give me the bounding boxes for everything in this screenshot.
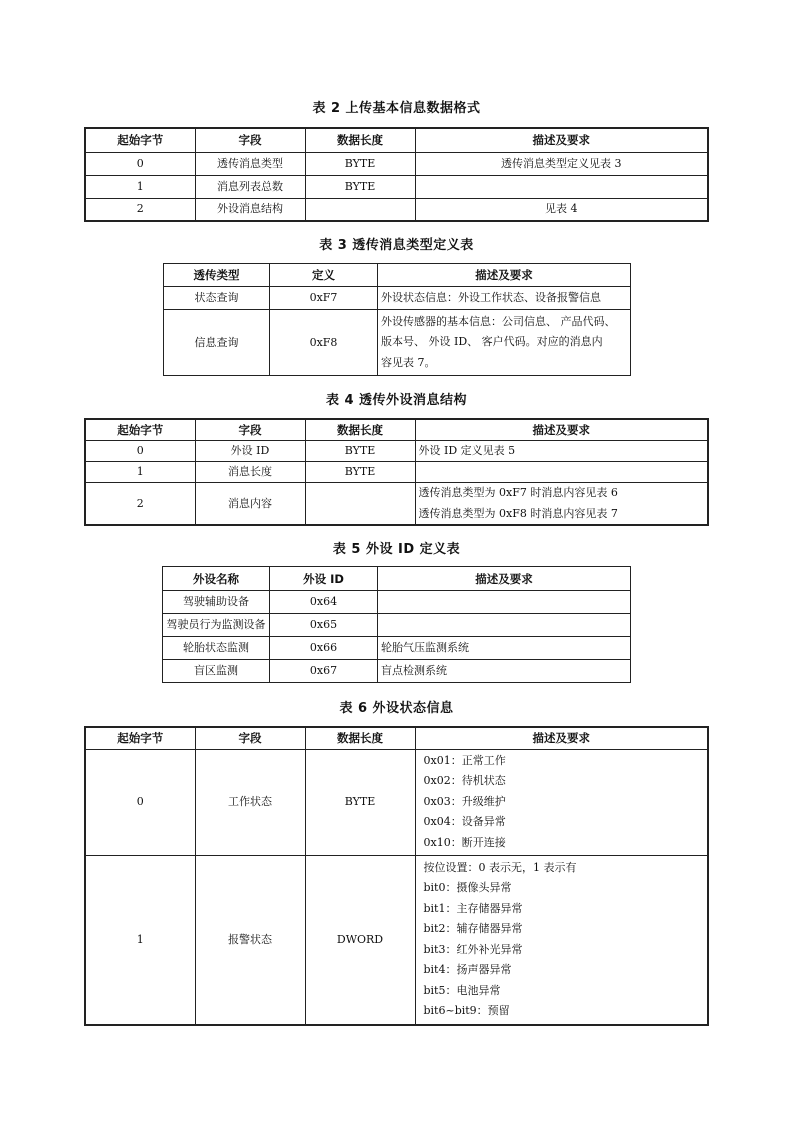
table-row: [164, 310, 631, 376]
desc-line: 按位设置：0 表示无，1 表示有: [423, 860, 577, 874]
table-row: [85, 441, 708, 462]
table3-header-def: 定义: [270, 264, 378, 287]
desc-line: 0x02：待机状态: [423, 774, 506, 788]
cell: [415, 462, 708, 483]
cell: 状态查询: [164, 287, 270, 310]
desc-line: bit1：主存储器异常: [423, 901, 523, 915]
cell: 轮胎气压监测系统: [378, 637, 631, 660]
cell: [415, 855, 708, 1025]
cell: [415, 483, 708, 526]
cell: 0: [85, 441, 195, 462]
table2-caption: 表 2 上传基本信息数据格式: [312, 101, 481, 116]
desc-line: 容见表 7。: [381, 355, 436, 369]
table-row: [85, 749, 708, 855]
desc-line: 外设传感器的基本信息：公司信息、 产品代码、: [381, 314, 616, 328]
cell: 驾驶辅助设备: [163, 591, 270, 614]
cell: 轮胎状态监测: [163, 637, 270, 660]
cell: [415, 175, 708, 198]
table5: [162, 566, 631, 683]
cell: 外设消息结构: [195, 198, 305, 221]
cell: 0x64: [270, 591, 378, 614]
table-row: [85, 198, 708, 221]
table-row: [163, 591, 631, 614]
table5-caption: 表 5 外设 ID 定义表: [332, 542, 461, 557]
cell: [378, 614, 631, 637]
cell: 0: [85, 152, 195, 175]
cell: 报警状态: [195, 855, 305, 1025]
cell: 1: [85, 175, 195, 198]
table5-header-name: 外设名称: [163, 567, 270, 591]
cell: 信息查询: [164, 310, 270, 376]
cell: 盲点检测系统: [378, 660, 631, 683]
desc-line: bit5：电池异常: [423, 983, 501, 997]
cell: 2: [85, 483, 195, 526]
desc-line: bit0：摄像头异常: [423, 881, 512, 895]
table5-header-id: 外设 ID: [270, 567, 378, 591]
cell: 见表 4: [415, 198, 708, 221]
table-row: [163, 614, 631, 637]
table-row: [85, 175, 708, 198]
table2-header-field: 字段: [195, 128, 305, 152]
desc-line: bit6~bit9：预留: [423, 1004, 510, 1018]
table4-header-desc: 描述及要求: [415, 419, 708, 441]
cell: BYTE: [305, 175, 415, 198]
cell: 外设 ID 定义见表 5: [415, 441, 708, 462]
cell: DWORD: [305, 855, 415, 1025]
table-row: [163, 660, 631, 683]
table6-caption: 表 6 外设状态信息: [339, 701, 454, 716]
cell: [305, 483, 415, 526]
cell: 透传消息类型: [195, 152, 305, 175]
desc-line: 透传消息类型为 0xF8 时消息内容见表 7: [418, 506, 618, 520]
desc-line: 0x10：断开连接: [423, 835, 506, 849]
cell: BYTE: [305, 152, 415, 175]
table3-caption: 表 3 透传消息类型定义表: [319, 238, 474, 253]
cell: 工作状态: [195, 749, 305, 855]
desc-line: 透传消息类型为 0xF7 时消息内容见表 6: [418, 486, 618, 499]
table5-header-desc: 描述及要求: [378, 567, 631, 591]
table3-header-desc: 描述及要求: [378, 264, 631, 287]
cell: 0xF7: [270, 287, 378, 310]
table2-header-length: 数据长度: [305, 128, 415, 152]
table6: [84, 726, 709, 1026]
cell: BYTE: [305, 462, 415, 483]
cell: 0x67: [270, 660, 378, 683]
cell: [378, 310, 631, 376]
table-row: [164, 287, 631, 310]
table4-header-field: 字段: [195, 419, 305, 441]
desc-line: bit3：红外补光异常: [423, 942, 523, 956]
table4: [84, 418, 709, 526]
desc-line: 0x01：正常工作: [423, 753, 506, 767]
cell: 外设状态信息：外设工作状态、设备报警信息: [378, 287, 631, 310]
cell: 消息内容: [195, 483, 305, 526]
cell: BYTE: [305, 441, 415, 462]
cell: 2: [85, 198, 195, 221]
table6-header-desc: 描述及要求: [415, 727, 708, 749]
table-row: [85, 855, 708, 1025]
cell: 0x65: [270, 614, 378, 637]
cell: 驾驶员行为监测设备: [163, 614, 270, 637]
cell: 0: [85, 749, 195, 855]
desc-line: 版本号、 外设 ID、 客户代码。对应的消息内: [381, 335, 603, 349]
cell: 盲区监测: [163, 660, 270, 683]
cell: [415, 749, 708, 855]
desc-line: bit4：扬声器异常: [423, 963, 512, 977]
table6-header-length: 数据长度: [305, 727, 415, 749]
cell: 1: [85, 462, 195, 483]
table2: [84, 127, 709, 222]
cell: 0x66: [270, 637, 378, 660]
table4-header-length: 数据长度: [305, 419, 415, 441]
table-row: [163, 637, 631, 660]
table2-header-start: 起始字节: [85, 128, 195, 152]
table4-caption: 表 4 透传外设消息结构: [325, 393, 468, 408]
table-row: [85, 152, 708, 175]
cell: 1: [85, 855, 195, 1025]
cell: 外设 ID: [195, 441, 305, 462]
table4-header-start: 起始字节: [85, 419, 195, 441]
table-row: [85, 483, 708, 526]
cell: 消息列表总数: [195, 175, 305, 198]
table6-header-start: 起始字节: [85, 727, 195, 749]
cell: [378, 591, 631, 614]
cell: BYTE: [305, 749, 415, 855]
table3-header-type: 透传类型: [164, 264, 270, 287]
desc-line: 0x04：设备异常: [423, 815, 506, 829]
desc-line: 0x03：升级维护: [423, 794, 506, 808]
cell: 消息长度: [195, 462, 305, 483]
desc-line: bit2：辅存储器异常: [423, 922, 523, 936]
table6-header-field: 字段: [195, 727, 305, 749]
table2-header-desc: 描述及要求: [415, 128, 708, 152]
cell: [305, 198, 415, 221]
cell: 0xF8: [270, 310, 378, 376]
cell: 透传消息类型定义见表 3: [415, 152, 708, 175]
table-row: [85, 462, 708, 483]
table3: [163, 263, 631, 376]
